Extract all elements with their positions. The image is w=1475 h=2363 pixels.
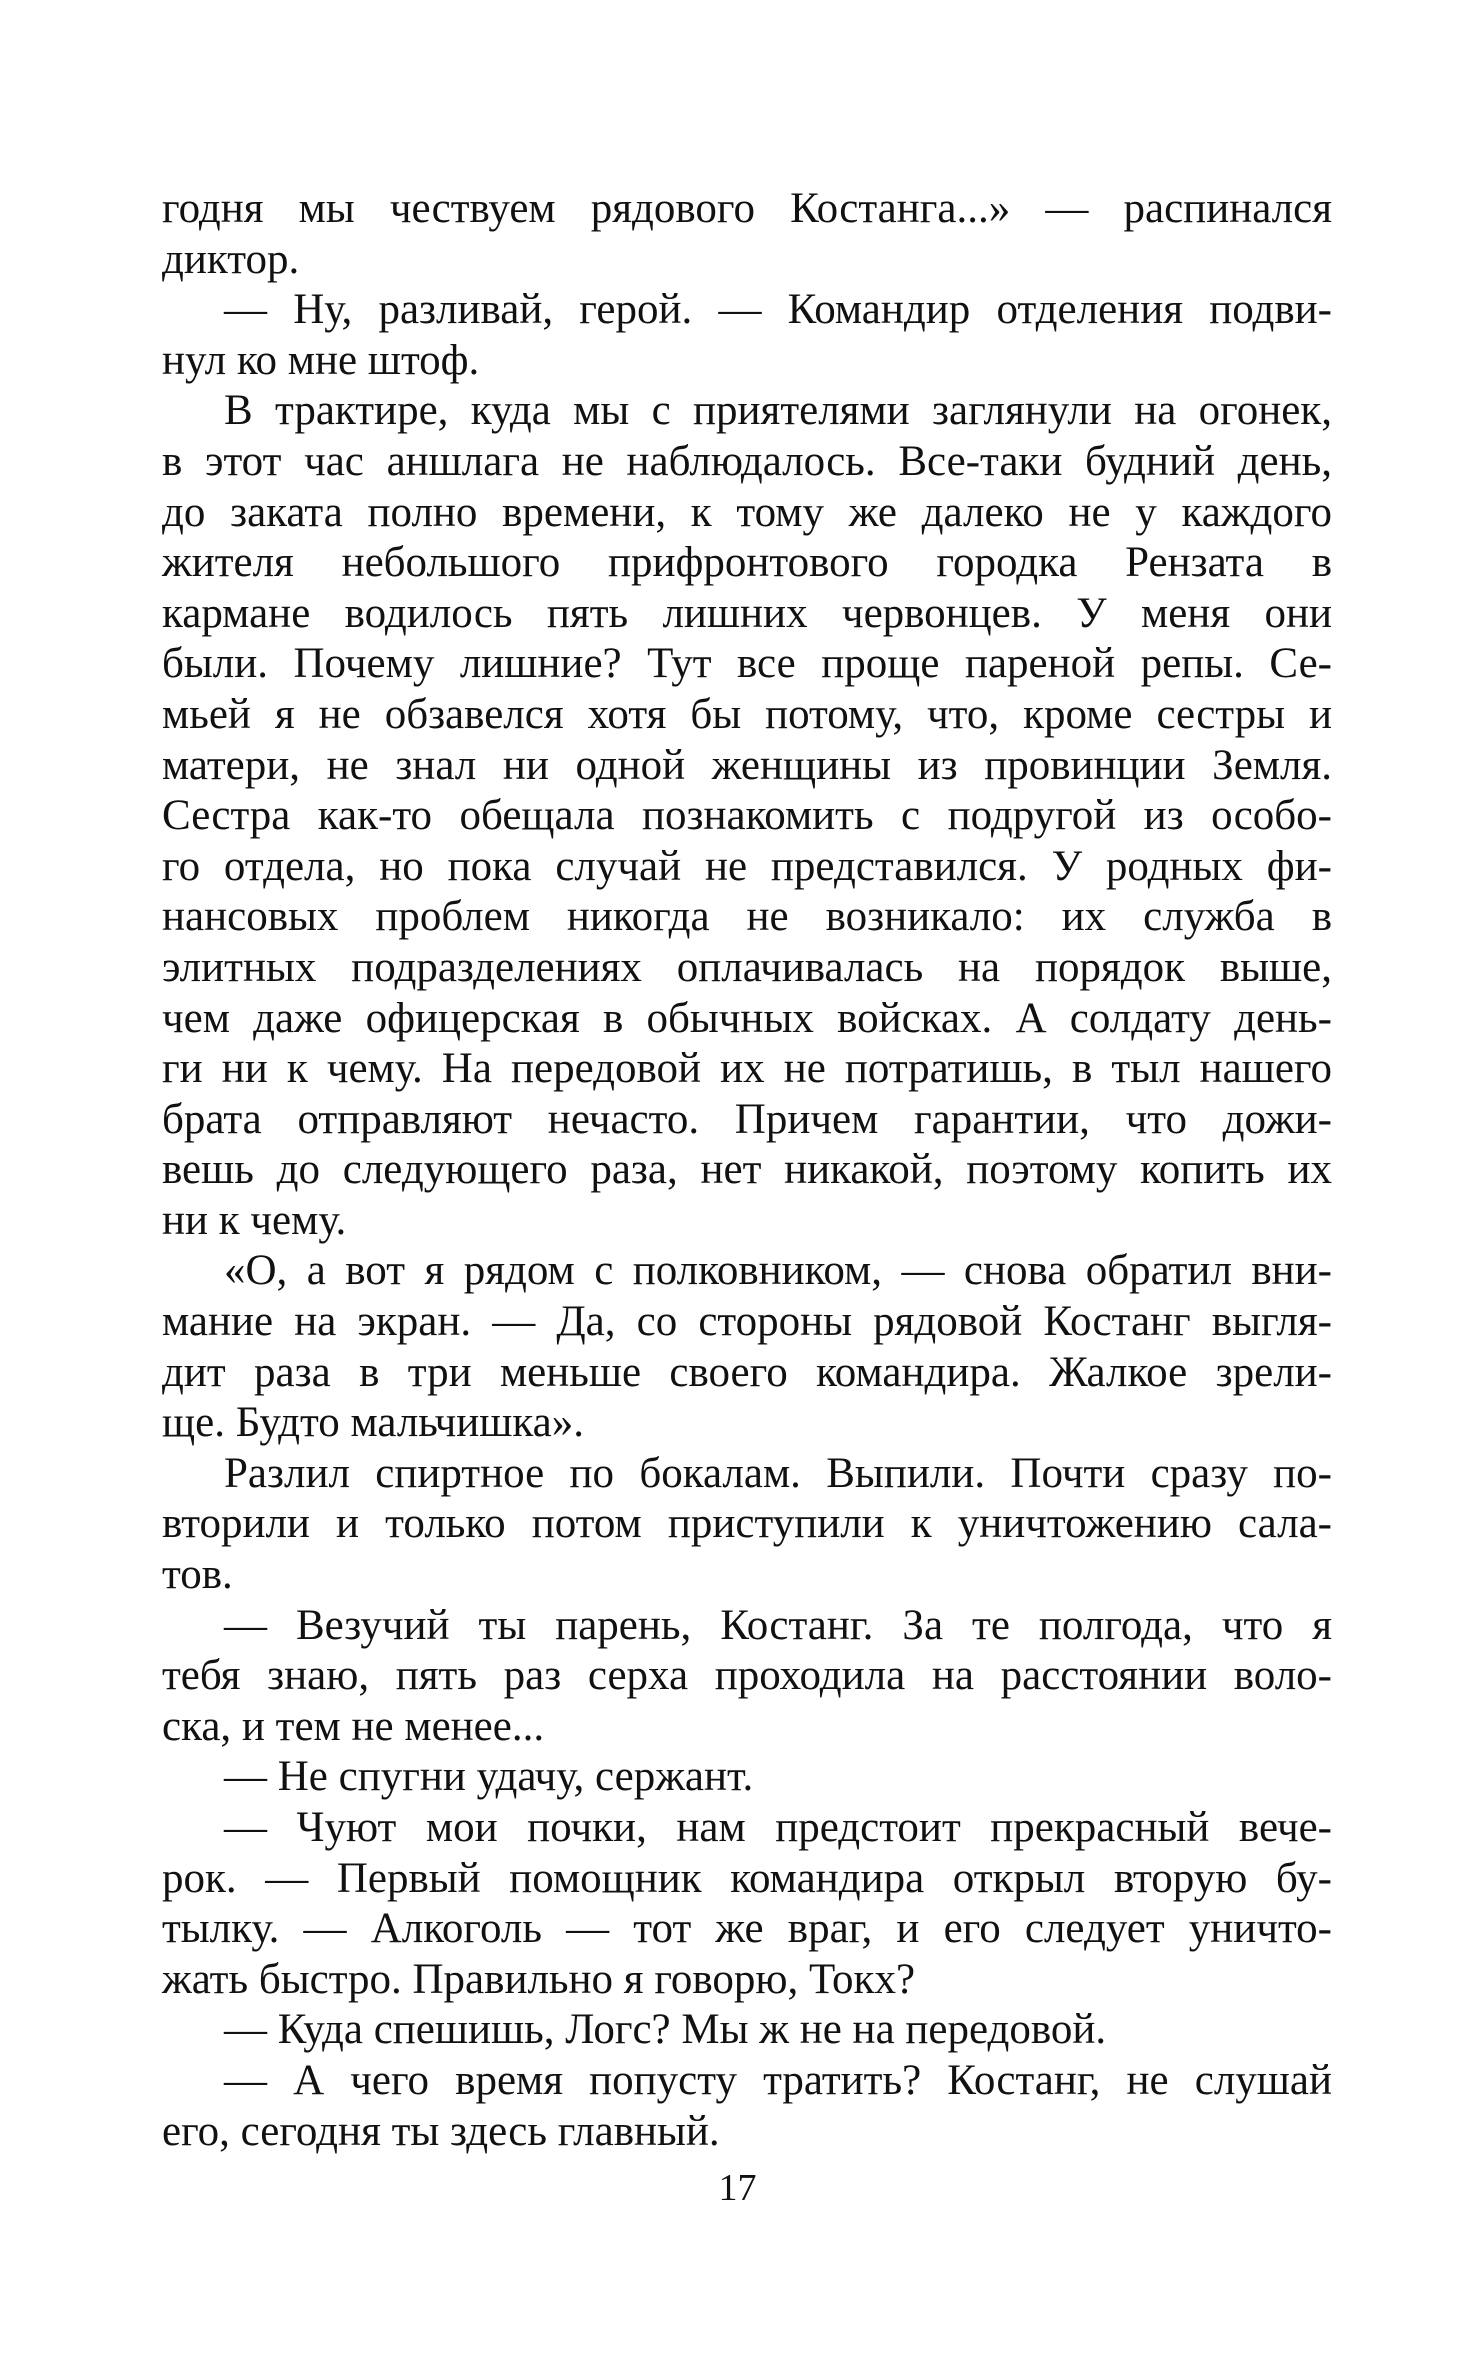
- text-line: ска, и тем не менее...: [162, 1702, 545, 1750]
- text-line: тебя знаю, пять раз серха проходила на расстоянии воло-: [162, 1652, 1332, 1700]
- body-text: [162, 184, 1332, 2157]
- text-line: — Не спугни удачу, сержант.: [224, 1753, 754, 1801]
- text-line: до заката полно времени, к тому же далеко не у каждого: [162, 488, 1332, 536]
- text-line: — Везучий ты парень, Костанг. За те полгода, что я: [224, 1601, 1332, 1649]
- text-line: его, сегодня ты здесь главный.: [162, 2107, 720, 2155]
- text-line: «О, а вот я рядом с полковником, — снова обратил вни-: [224, 1247, 1332, 1295]
- text-line: ги ни к чему. На передовой их не потратишь, в тыл нашего: [162, 1045, 1332, 1093]
- text-line: — Чуют мои почки, нам предстоит прекрасный вече-: [224, 1804, 1332, 1851]
- text-line: тылку. — Алкоголь — тот же враг, и его следует уничто-: [162, 1905, 1332, 1953]
- text-line: го отдела, но пока случай не представился. У родных фи-: [162, 842, 1332, 890]
- text-line: рок. — Первый помощник командира открыл вторую бу-: [162, 1854, 1332, 1902]
- text-line: тов.: [162, 1551, 233, 1599]
- text-line: годня мы чествуем рядового Костанга...» — распинался: [162, 185, 1332, 232]
- text-line: диктор.: [162, 235, 300, 283]
- text-line: — Куда спешишь, Логс? Мы ж не на передовой.: [224, 2006, 1107, 2054]
- text-line: кармане водилось пять лишних червонцев. У меня они: [162, 589, 1332, 637]
- text-line: нул ко мне штоф.: [162, 336, 480, 384]
- text-line: ще. Будто мальчишка».: [162, 1399, 584, 1447]
- text-line: — А чего время попусту тратить? Костанг, не слушай: [224, 2056, 1332, 2104]
- text-line: чем даже офицерская в обычных войсках. А солдату день-: [162, 994, 1332, 1042]
- text-line: брата отправляют нечасто. Причем гарантии, что дожи-: [162, 1095, 1332, 1143]
- page-number: 17: [718, 2167, 757, 2209]
- text-line: В трактире, куда мы с приятелями заглянули на огонек,: [224, 387, 1332, 435]
- text-line: — Ну, разливай, герой. — Командир отделения подви-: [224, 286, 1332, 334]
- text-line: матери, не знал ни одной женщины из провинции Земля.: [162, 741, 1332, 789]
- text-line: мание на экран. — Да, со стороны рядовой Костанг выгля-: [162, 1298, 1332, 1346]
- text-line: Разлил спиртное по бокалам. Выпили. Почти сразу по-: [224, 1449, 1332, 1497]
- text-line: вешь до следующего раза, нет никакой, поэтому копить их: [162, 1146, 1332, 1194]
- text-line: жителя небольшого прифронтового городка Рензата в: [162, 539, 1332, 587]
- text-line: жать быстро. Правильно я говорю, Токх?: [162, 1955, 916, 2003]
- text-line: Сестра как-то обещала познакомить с подругой из особо-: [162, 792, 1332, 840]
- text-line: были. Почему лишние? Тут все проще пареной репы. Се-: [162, 640, 1332, 688]
- text-line: элитных подразделениях оплачивалась на порядок выше,: [162, 943, 1332, 991]
- text-line: ни к чему.: [162, 1196, 347, 1244]
- text-line: нансовых проблем никогда не возникало: их служба в: [162, 893, 1332, 941]
- text-line: мьей я не обзавелся хотя бы потому, что, кроме сестры и: [162, 690, 1332, 738]
- text-line: вторили и только потом приступили к уничтожению сала-: [162, 1500, 1332, 1548]
- text-line: дит раза в три меньше своего командира. Жалкое зрели-: [162, 1348, 1332, 1396]
- text-line: в этот час аншлага не наблюдалось. Все-таки будний день,: [162, 437, 1332, 485]
